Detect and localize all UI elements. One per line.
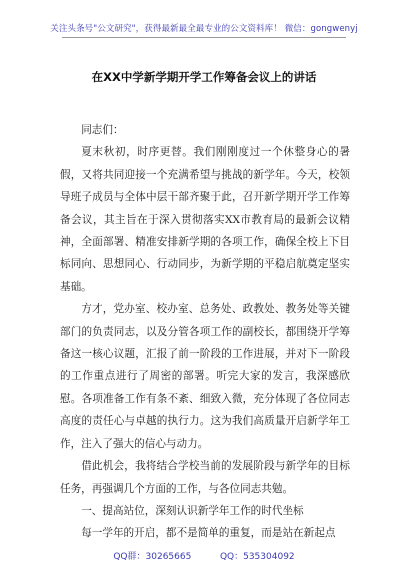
paragraph-3: 借此机会，我将结合学校当前的发展阶段与新学年的目标任务，再强调几个方面的工作，与各位同志共勉。 <box>60 460 350 495</box>
footer-contacts <box>0 549 408 562</box>
qq-number: 535304092 <box>243 552 295 562</box>
salutation: 同志们： <box>81 124 124 136</box>
section-heading: 一、提高站位，深刻认识新学年工作的时代坐标 <box>81 504 304 517</box>
qq-group-label: QQ群： <box>113 552 146 562</box>
document-title: 在XX中学新学期开学工作筹备会议上的讲话 <box>91 70 317 84</box>
paragraph-2: 方才，党办室、校办室、总务处、政教处、教务处等关键部门的负责同志，以及分管各项工作的副校长，都围绕开学筹备这一核心议题，汇报了前一阶段的工作进展，并对下一阶段的工作重点进行了周密的部署。听完大家的发言，我深感欣慰。各项准备工作有条不紊、细致入微，充分体现了各位同志高度的责任心与卓越的执行力。这为我们高质量开启新学年工作，注入了强大的信心与动力。 <box>60 303 350 450</box>
header-divider <box>62 37 346 38</box>
header-notice: 关注头条号"公文研究"，获得最新最全最专业的公文资料库！ 微信：gongwenyj <box>50 24 358 34</box>
qq-group-number: 30265665 <box>145 552 192 562</box>
document-body <box>60 119 350 545</box>
qq-label: QQ： <box>219 552 244 562</box>
paragraph-4: 每一学年的开启，都不是简单的重复，而是站在新起点 <box>81 527 336 540</box>
paragraph-1: 夏末秋初，时序更替。我们刚刚度过一个休整身心的暑假，又将共同迎接一个充满希望与挑战的新学年。今天，校领导班子成员与全体中层干部齐聚于此，召开新学期开学工作筹备会议，其主旨在于深入贯彻落实XX市教育局的最新会议精神，全面部署、精准安排新学期的各项工作，确保全校上下目标同向、思想同心、行动同步，为新学期的平稳启航奠定坚实基础。 <box>60 146 350 293</box>
